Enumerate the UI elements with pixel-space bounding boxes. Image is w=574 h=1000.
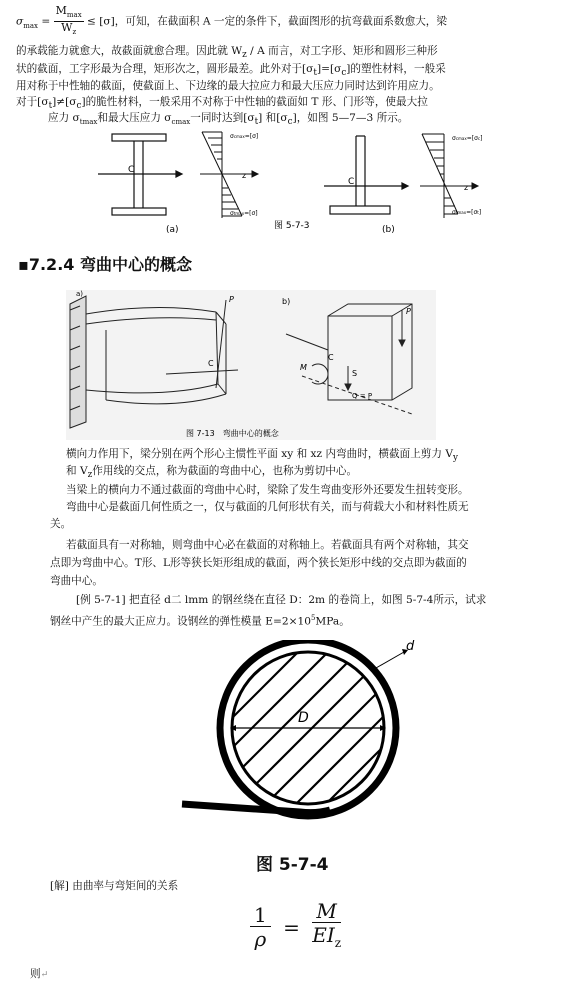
stress-bottom-b: σtmax=[σt] [452,209,482,216]
stress-bottom-a: σtmax=[σ] [230,210,258,217]
figure-5-7-3 [90,128,530,236]
para2-line1: 横向力作用下，梁分别在两个形心主惯性平面 xy 和 xz 内弯曲时，横截面上剪力 $V_y$ [66,448,458,464]
figure-5-7-3-caption: 图 5-7-3 [274,221,310,231]
centroid-label-a: C [128,165,135,175]
para2-line7: 点即为弯曲中心。T形、L形等狭长矩形组成的截面，两个狭长矩形中线的交点即为截面的 [50,557,467,569]
fig713-label-a: a) [76,290,84,298]
shear-force-label: Q = P [352,392,373,400]
subfig-label-b: (b) [382,225,395,235]
example-line1: [例 5-7-1] 把直径 d二 lmm 的钢丝绕在直径 D：2m 的卷筒上，如图 5-7-4所示，试求 [76,594,487,606]
shear-center-label: S [352,369,358,378]
stress-top-b: σcmax=[σc] [452,135,483,142]
para1-line5: 对于$[\sigma_t]\ne[\sigma_c]$的脆性材料，一般采用不对称于中性轴的截面如 T 形、门形等，使最大拉 [16,96,428,112]
section-heading: ▪7.2.4 弯曲中心的概念 [18,255,192,274]
para1-line4: 用对称于中性轴的截面，使截面上、下边缘的最大拉应力和最大压应力同时达到许用应力。 [16,80,440,92]
para1-line3: 状的截面，工字形最为合理，矩形次之，圆形最差。此外对于$[\sigma_t]=[\sigma_c]$的塑性材料，一般采 [16,63,446,79]
z-axis-label-b: z [464,183,469,192]
solution-then: 则↵ [30,968,49,980]
para2-line3: 当梁上的横向力不通过截面的弯曲中心时，梁除了发生弯曲变形外还要发生扭转变形。 [66,484,469,496]
wire-diameter-label: d [406,640,415,654]
figure-7-13-caption: 图 7-13 弯曲中心的概念 [186,429,279,438]
diameter-big-label: D [298,710,309,726]
subfig-label-a: (a) [166,225,179,235]
stress-top-a: σcmax=[σ] [230,133,259,140]
example-line2: 钢丝中产生的最大正应力。设钢丝的弹性模量 $E=2\times 10^5MPa$。 [50,614,350,628]
z-axis-label-a: z [242,171,247,180]
center-label-b: C [328,353,334,362]
load-label-a: P [229,295,234,304]
para1-line6: 应力 $\sigma_{tmax}$和最大压应力 $\sigma_{cmax}$一同时达到$[\sigma_t]$ 和$[\sigma_c]$，如图 5—7—3 所示。 [48,112,409,128]
figure-5-7-4 [180,640,440,830]
para2-line5: 关。 [50,518,72,530]
curvature-formula: $\frac{1}{\rho}$ = $\frac{M}{EI_z}$ [250,900,341,955]
para2-line4: 弯曲中心是截面几何性质之一，仅与截面的几何形状有关，而与荷载大小和材料性质无 [66,501,469,513]
figure-5-7-4-caption: 图 5-7-4 [256,855,329,875]
fig713-label-b: b) [282,297,291,306]
solution-line1: [解] 由曲率与弯矩间的关系 [50,880,179,892]
para2-line8: 弯曲中心。 [50,575,103,587]
para2-line2: 和 $V_z$作用线的交点，称为截面的弯曲中心，也称为剪切中心。 [66,465,358,481]
center-label-a: C [208,359,214,368]
figure-7-13 [66,290,436,440]
para1-line2: 的承载能力就愈大，故截面就愈合理。因此就 $W_z$ / A 而言，对工字形、矩形和圆形三种形 [16,45,438,61]
centroid-label-b: C [348,177,355,187]
load-label-b: P [406,307,411,316]
formula-sigma-max: $\sigma_{max}$ = $\frac{M_{max}}{W_z}$ ≤ [σ]，可知，在截面积 A 一定的条件下，截面图形的抗弯截面系数愈大，梁 [16,4,447,37]
moment-label: M [300,363,307,372]
para2-line6: 若截面具有一对称轴，则弯曲中心必在截面的对称轴上。若截面具有两个对称轴，其交 [66,539,469,551]
